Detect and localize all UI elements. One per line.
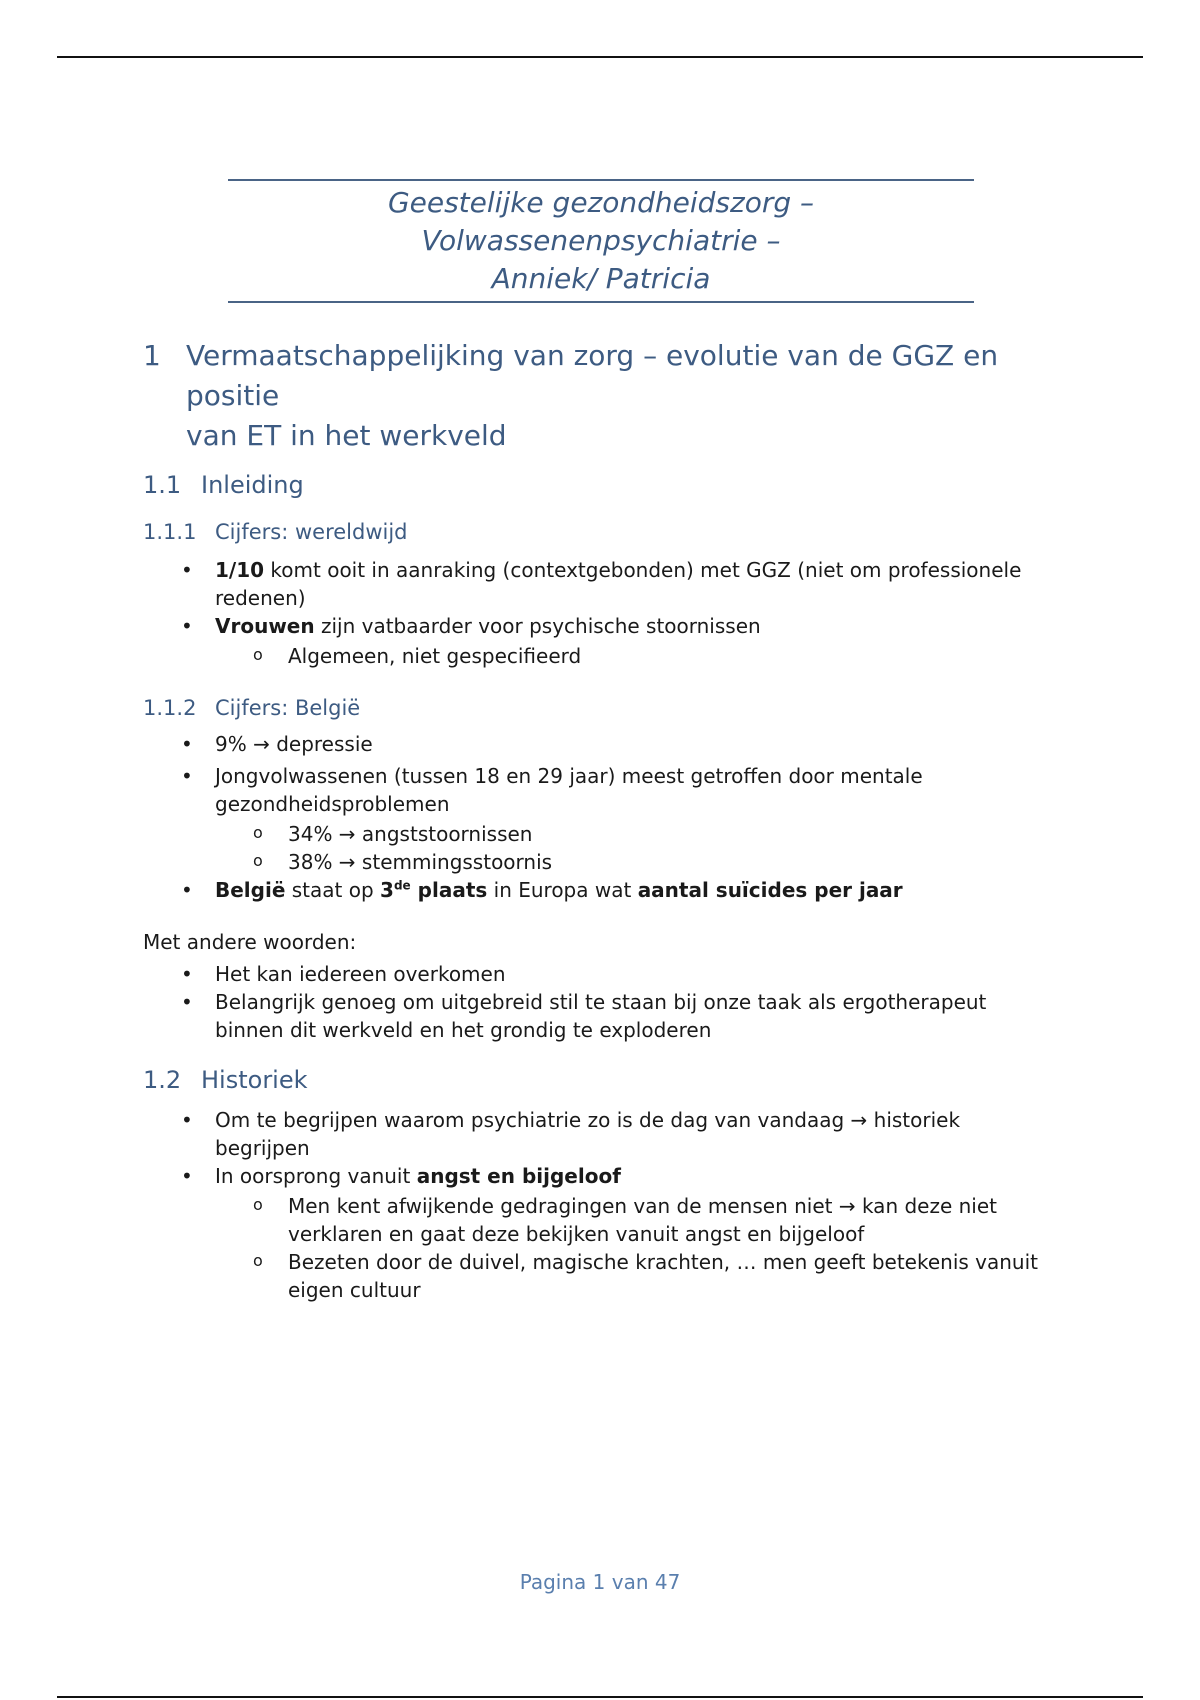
summary-intro: Met andere woorden: <box>143 930 357 954</box>
heading-text: Cijfers: België <box>215 696 361 720</box>
heading-1-1-2 <box>143 694 1043 722</box>
header-rule <box>57 56 1143 58</box>
heading-number: 1.1.2 <box>143 696 197 720</box>
list-item <box>143 612 1043 670</box>
list-item: • Het kan iedereen overkomen <box>143 960 1043 988</box>
bold-text: plaats <box>410 878 488 902</box>
heading-number: 1.1 <box>143 471 182 499</box>
bold-text: aantal suïcides per jaar <box>637 878 903 902</box>
bullet-list-worldwide <box>143 556 1043 670</box>
bold-text: België <box>215 878 286 902</box>
sub-list-item: o 38% → stemmingsstoornis <box>215 848 1043 876</box>
document-title-line-1: Geestelijke gezondheidszorg – Volwassenenpsychiatrie – <box>387 186 815 257</box>
heading-text: Cijfers: wereldwijd <box>215 520 408 544</box>
sub-list <box>215 820 1043 876</box>
sub-list-item: o Bezeten door de duivel, magische krachten, … men geeft betekenis vanuit eigen cultuur <box>215 1248 1043 1304</box>
sub-list-item: o Algemeen, niet gespecifieerd <box>215 642 1043 670</box>
document-title <box>228 184 974 298</box>
bold-text: 3 <box>380 878 394 902</box>
document-title-line-2: Anniek/ Patricia <box>491 262 711 295</box>
sub-list <box>215 642 1043 670</box>
item-text: in Europa wat <box>487 878 638 902</box>
heading-number: 1.1.1 <box>143 520 197 544</box>
heading-text <box>186 336 1043 456</box>
bold-text: 1/10 <box>215 558 265 582</box>
bullet-list-belgium <box>143 730 1043 904</box>
sub-list-item: o Men kent afwijkende gedragingen van de mensen niet → kan deze niet verklaren en gaat deze bekijken vanuit angst en bijgeloof <box>215 1192 1043 1248</box>
heading-number: 1 <box>143 339 161 372</box>
heading-1 <box>143 336 1043 456</box>
heading-text: Inleiding <box>201 471 304 499</box>
item-text: staat op <box>285 878 381 902</box>
sub-list-item: o 34% → angststoornissen <box>215 820 1043 848</box>
superscript-text: de <box>393 878 411 893</box>
item-text: Jongvolwassenen (tussen 18 en 29 jaar) meest getroffen door mentale gezondheidsproblemen <box>215 764 923 816</box>
heading-number: 1.2 <box>143 1066 182 1094</box>
heading-1-2 <box>143 1064 1043 1096</box>
heading-text: Historiek <box>201 1066 308 1094</box>
list-item: • Om te begrijpen waarom psychiatrie zo is de dag van vandaag → historiek begrijpen <box>143 1106 1043 1162</box>
document-title-box <box>228 179 974 303</box>
list-item: • Belangrijk genoeg om uitgebreid stil te staan bij onze taak als ergotherapeut binnen dit werkveld en het grondig te exploderen <box>143 988 1043 1044</box>
list-item <box>143 762 1043 876</box>
bullet-list-summary <box>143 960 1043 1044</box>
heading-1-1-1 <box>143 518 1043 546</box>
footer-rule <box>57 1696 1143 1698</box>
bold-text: angst en bijgeloof <box>416 1164 621 1188</box>
heading-1-1 <box>143 469 1043 501</box>
list-item <box>143 556 1043 612</box>
document-content <box>143 336 1043 1304</box>
heading-text-line-1: Vermaatschappelijking van zorg – evolutie van de GGZ en positie <box>186 339 999 412</box>
list-item: • 9% → depressie <box>143 730 1043 758</box>
list-item <box>143 1162 1043 1304</box>
page-number-footer: Pagina 1 van 47 <box>519 1570 681 1594</box>
item-text: In oorsprong vanuit <box>215 1164 417 1188</box>
bold-text: Vrouwen <box>215 614 315 638</box>
item-text: zijn vatbaarder voor psychische stoornissen <box>314 614 761 638</box>
bullet-list-history <box>143 1106 1043 1304</box>
list-item <box>143 876 1043 904</box>
heading-text-line-2: van ET in het werkveld <box>186 419 507 452</box>
sub-list <box>215 1192 1043 1304</box>
item-text: komt ooit in aanraking (contextgebonden) met GGZ (niet om professionele redenen) <box>215 558 1022 610</box>
